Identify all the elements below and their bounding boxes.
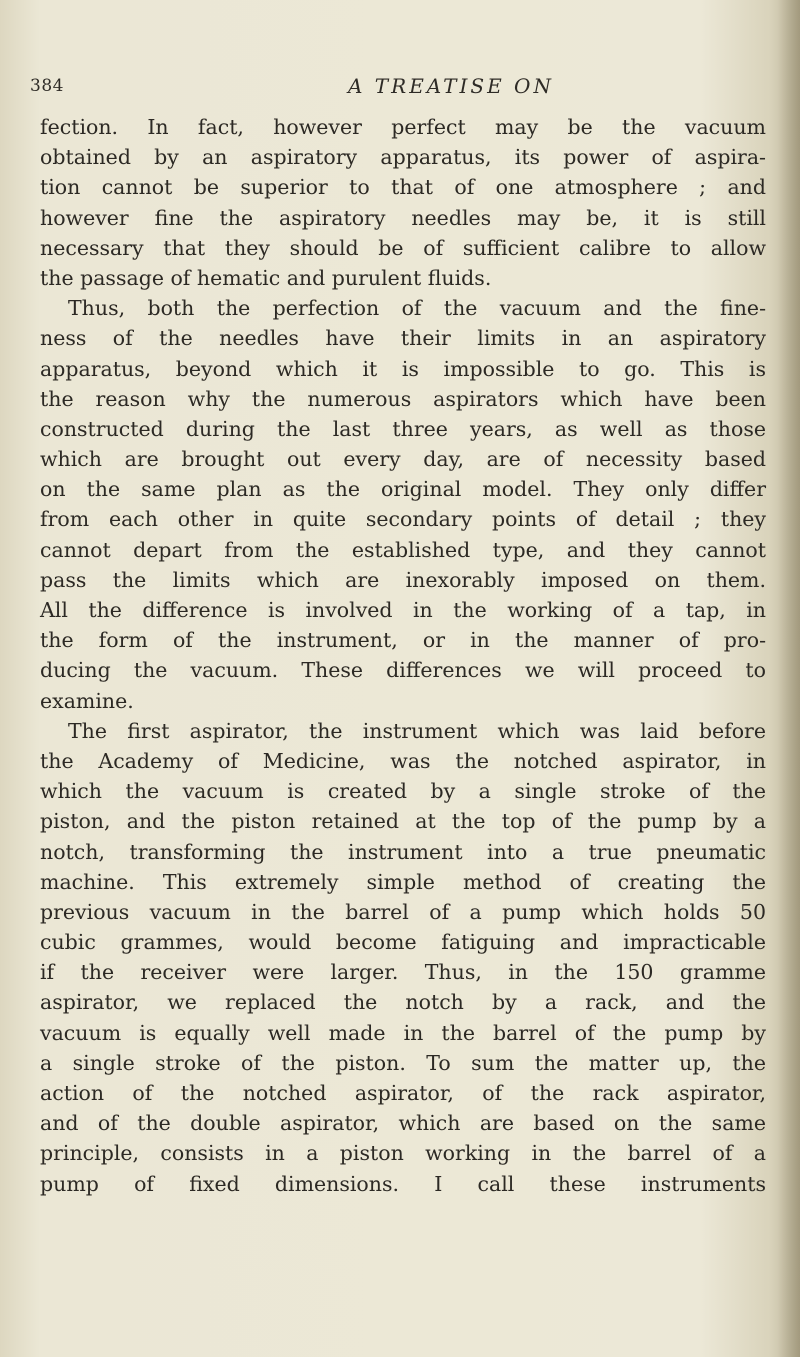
text-line: and of the double aspirator, which are based on the same — [40, 1111, 766, 1136]
text-line: ducing the vacuum. These differences we will proceed to — [40, 658, 766, 683]
text-line: Thus, both the perfection of the vacuum and the fine- — [68, 296, 766, 321]
text-line: action of the notched aspirator, of the rack aspirator, — [40, 1081, 766, 1105]
text-line: previous vacuum in the barrel of a pump which holds 50 — [40, 899, 766, 924]
text-line: apparatus, beyond which it is impossible to go. This is — [40, 356, 766, 381]
text-line: obtained by an aspiratory apparatus, its power of aspira- — [40, 145, 766, 170]
text-line: necessary that they should be of sufficient calibre to allow — [40, 235, 766, 260]
text-line: aspirator, we replaced the notch by a rack, and the — [40, 990, 766, 1015]
text-line: which the vacuum is created by a single stroke of the — [40, 779, 766, 804]
text-line: the Academy of Medicine, was the notched aspirator, in — [40, 748, 766, 773]
text-line: tion cannot be superior to that of one atmosphere ; and — [40, 175, 766, 200]
text-line: on the same plan as the original model. They only differ — [40, 477, 766, 502]
text-line: pass the limits which are inexorably imposed on them. — [40, 567, 766, 592]
text-line: the passage of hematic and purulent fluids. — [40, 265, 492, 290]
text-line: notch, transforming the instrument into a true pneumatic — [40, 839, 766, 864]
text-line: piston, and the piston retained at the top of the pump by a — [40, 809, 766, 834]
text-line: ness of the needles have their limits in an aspiratory — [40, 326, 766, 351]
text-line: The first aspirator, the instrument which was laid before — [68, 718, 766, 743]
text-line: the reason why the numerous aspirators which have been — [40, 386, 766, 411]
running-head — [0, 70, 800, 100]
text-line: the form of the instrument, or in the manner of pro- — [40, 628, 766, 653]
text-line: cubic grammes, would become fatiguing and impracticable — [40, 930, 766, 955]
text-line: a single stroke of the piston. To sum the matter up, the — [40, 1050, 766, 1075]
text-line: from each other in quite secondary points of detail ; they — [40, 507, 766, 532]
body-text — [40, 112, 766, 1199]
text-line: examine. — [40, 688, 134, 713]
running-head-title: A TREATISE ON — [348, 74, 554, 98]
page-number: 384 — [30, 76, 64, 96]
text-line: vacuum is equally well made in the barrel of the pump by — [40, 1020, 766, 1045]
text-line: which are brought out every day, are of necessity based — [40, 447, 766, 472]
text-line: cannot depart from the established type, and they cannot — [40, 537, 766, 562]
text-line: machine. This extremely simple method of creating the — [40, 869, 766, 894]
text-line: constructed during the last three years, as well as those — [40, 416, 766, 441]
text-line: fection. In fact, however perfect may be the vacuum — [40, 115, 766, 139]
text-line: however fine the aspiratory needles may be, it is still — [40, 205, 766, 230]
text-line: if the receiver were larger. Thus, in the 150 gramme — [40, 960, 766, 985]
text-line: pump of fixed dimensions. I call these instruments — [40, 1171, 766, 1196]
text-line: All the difference is involved in the working of a tap, in — [40, 598, 766, 622]
text-line: principle, consists in a piston working in the barrel of a — [40, 1141, 766, 1166]
